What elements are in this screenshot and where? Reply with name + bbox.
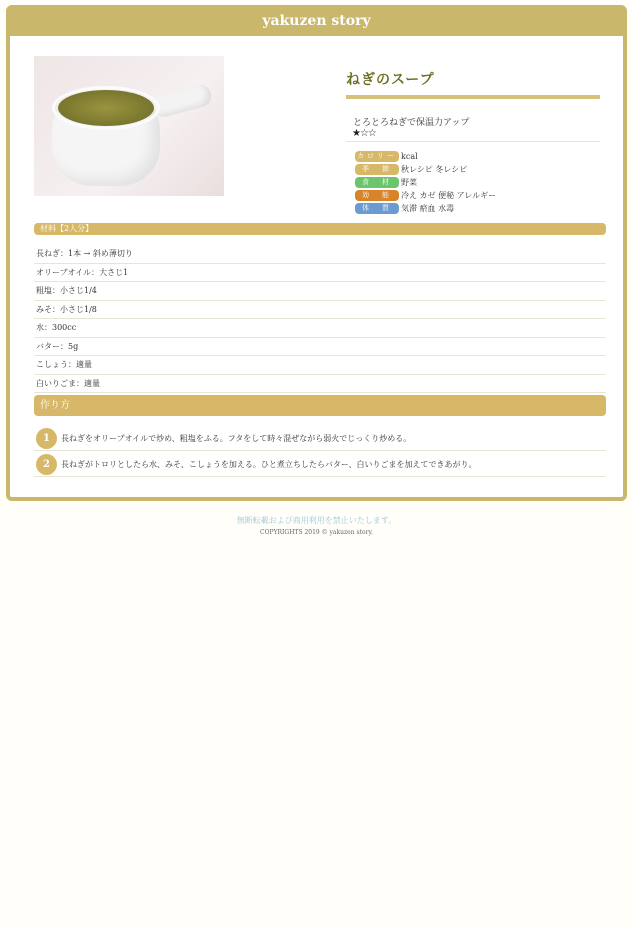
recipe-photo <box>34 56 224 196</box>
ingredient-item: 長ねぎ：1本 → 斜め薄切り <box>34 245 606 264</box>
property-ingredient <box>355 176 496 189</box>
footer-copyright: COPYRIGHTS 2019 © yakuzen story. <box>260 529 373 536</box>
rating-stars: ★☆☆ <box>352 128 376 139</box>
bowl-handle <box>150 83 214 120</box>
effect-value[interactable]: 冷え カゼ 便秘 アレルギー <box>401 191 497 200</box>
season-badge: 季 節 <box>355 164 399 175</box>
property-calorie <box>355 150 496 163</box>
ingredient-badge: 食 材 <box>355 177 399 188</box>
ingredients-list <box>34 245 606 393</box>
footer-notice: 無断転載および商用利用を禁止いたします。 <box>236 516 397 525</box>
recipe-properties <box>355 150 496 215</box>
season-value[interactable]: 秋レシピ 冬レシピ <box>401 165 468 174</box>
site-title[interactable]: yakuzen story <box>10 9 623 36</box>
ingredient-value[interactable]: 野菜 <box>401 178 417 187</box>
title-underline <box>346 95 600 99</box>
recipe-subtitle: とろとろねぎで保温力アップ <box>353 118 470 128</box>
ingredient-item: 白いりごま：適量 <box>34 375 606 394</box>
ingredient-item: 粗塩：小さじ1/4 <box>34 282 606 301</box>
step-text: 長ねぎをオリーブオイルで炒め、粗塩をふる。フタをして時々混ぜながら弱火でじっくり炒める。 <box>61 434 412 443</box>
ingredient-item: 水：300cc <box>34 319 606 338</box>
constitution-badge: 体 質 <box>355 203 399 214</box>
steps-heading: 作り方 <box>34 395 606 416</box>
steps-list <box>34 427 606 479</box>
calorie-badge: カロリー <box>357 152 397 160</box>
recipe-title: ねぎのスープ <box>346 72 435 88</box>
step-number: 1 <box>36 428 57 449</box>
constitution-value[interactable]: 気滞 瘀血 水毒 <box>401 204 455 213</box>
divider <box>346 141 600 142</box>
property-effect <box>355 189 496 202</box>
recipe-card <box>6 5 627 501</box>
step-item <box>34 453 606 477</box>
ingredient-item: オリーブオイル：大さじ1 <box>34 264 606 283</box>
ingredient-item: みそ：小さじ1/8 <box>34 301 606 320</box>
ingredients-heading: 材料【2人分】 <box>34 223 606 235</box>
calorie-value: kcal <box>401 152 418 161</box>
step-item <box>34 427 606 451</box>
property-constitution <box>355 202 496 215</box>
bowl-rim <box>52 86 160 130</box>
step-number: 2 <box>36 454 57 475</box>
step-text: 長ねぎがトロリとしたら水、みそ、こしょうを加える。ひと煮立ちしたらバター、白いりごまを加えてできあがり。 <box>61 460 477 469</box>
effect-badge: 効 能 <box>355 190 399 201</box>
ingredient-item: バター：5g <box>34 338 606 357</box>
ingredient-item: こしょう：適量 <box>34 356 606 375</box>
property-season <box>355 163 496 176</box>
